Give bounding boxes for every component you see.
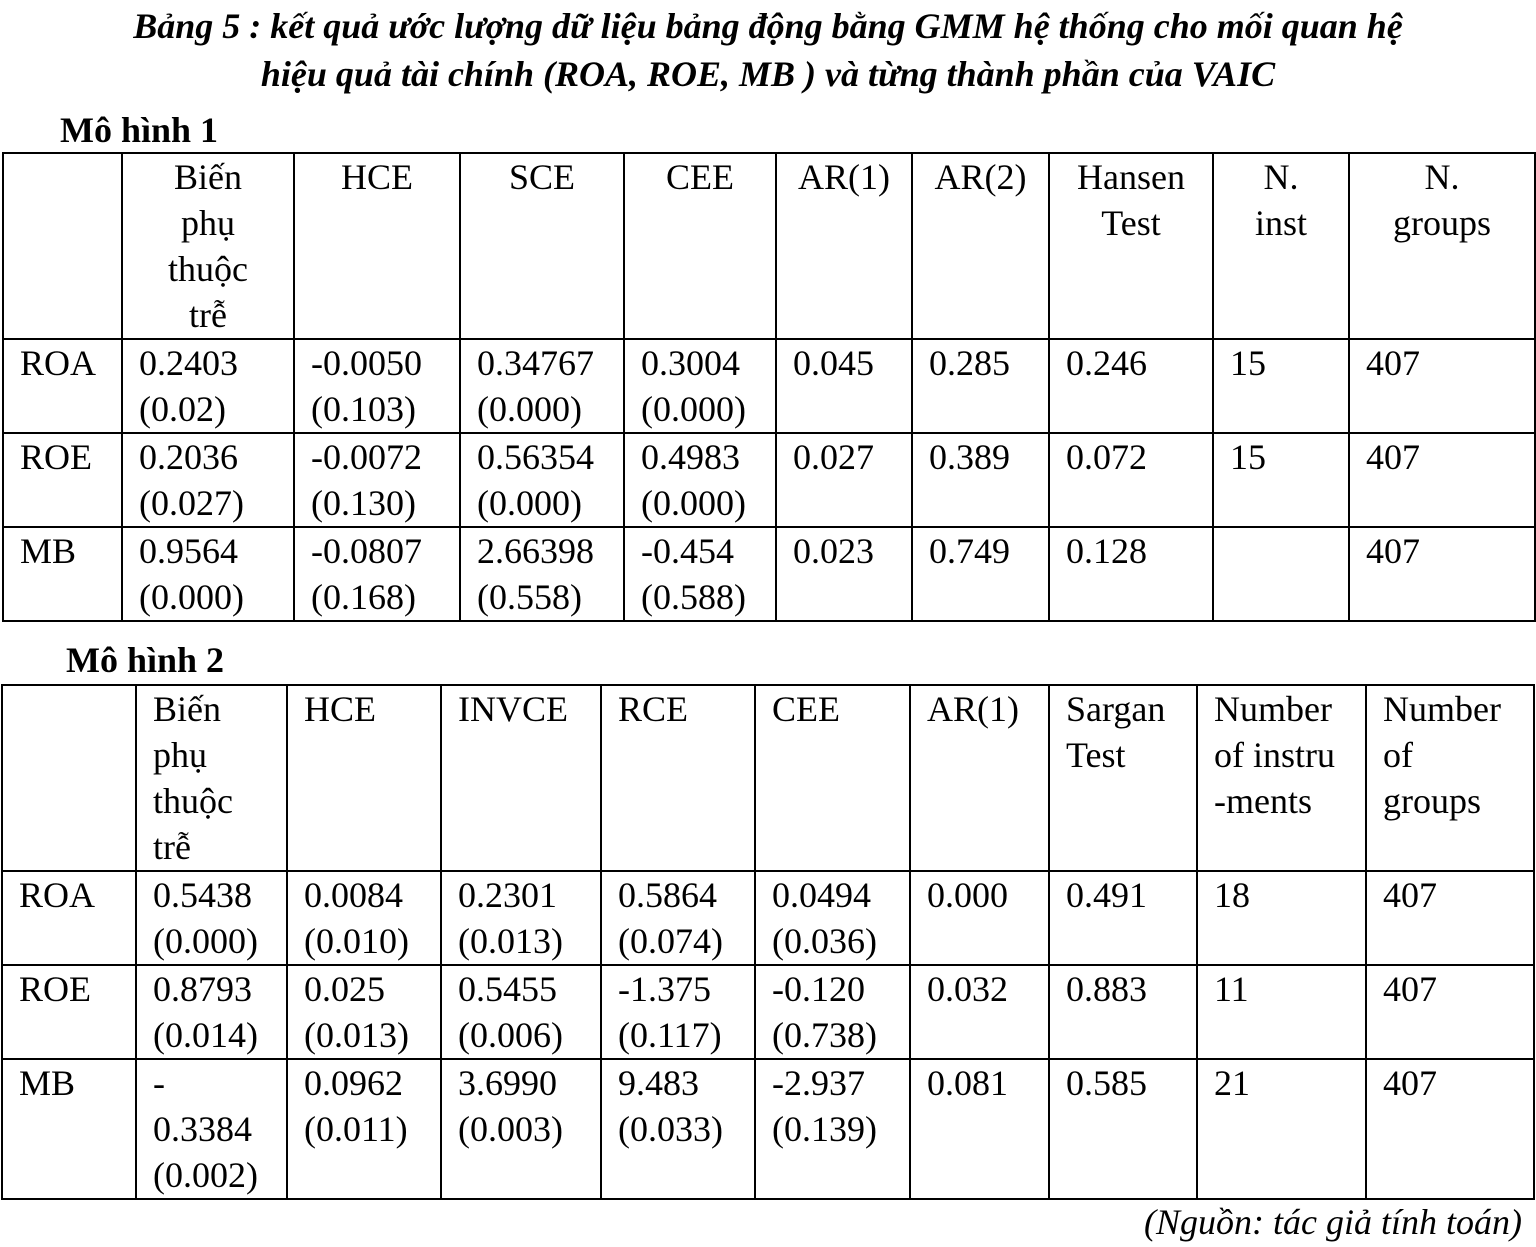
- row-label: ROE: [3, 433, 122, 527]
- table-cell: 21: [1197, 1059, 1366, 1199]
- table-cell: 407: [1349, 527, 1535, 621]
- table-cell: 0.072: [1049, 433, 1213, 527]
- table-cell: -0.0050 (0.103): [294, 339, 460, 433]
- header-cell: Hansen Test: [1049, 153, 1213, 339]
- table-cell: 9.483 (0.033): [601, 1059, 755, 1199]
- table-cell: 0.023: [776, 527, 912, 621]
- table-cell: -2.937 (0.139): [755, 1059, 910, 1199]
- header-cell: Sargan Test: [1049, 685, 1197, 871]
- table-row: [2, 871, 1534, 965]
- table-cell: 15: [1213, 433, 1349, 527]
- row-label: ROA: [3, 339, 122, 433]
- table-cell: 0.000: [910, 871, 1049, 965]
- header-cell: SCE: [460, 153, 624, 339]
- row-label: MB: [3, 527, 122, 621]
- table-cell: 0.4983 (0.000): [624, 433, 776, 527]
- header-cell: N. inst: [1213, 153, 1349, 339]
- header-cell: N. groups: [1349, 153, 1535, 339]
- table-cell: 0.491: [1049, 871, 1197, 965]
- table-cell: 0.246: [1049, 339, 1213, 433]
- table-cell: 407: [1366, 871, 1534, 965]
- source-note: (Nguồn: tác giả tính toán): [1144, 1202, 1522, 1242]
- table-row: [3, 433, 1535, 527]
- table-cell: 0.128: [1049, 527, 1213, 621]
- header-cell: AR(1): [776, 153, 912, 339]
- table-cell: - 0.3384 (0.002): [136, 1059, 287, 1199]
- table-cell: 0.883: [1049, 965, 1197, 1059]
- header-cell: CEE: [624, 153, 776, 339]
- header-cell: Number of instru -ments: [1197, 685, 1366, 871]
- table-cell: 0.027: [776, 433, 912, 527]
- table-cell: 0.285: [912, 339, 1049, 433]
- row-label: ROE: [2, 965, 136, 1059]
- table-cell: 15: [1213, 339, 1349, 433]
- table-cell: 0.0962 (0.011): [287, 1059, 441, 1199]
- table-row: [2, 1059, 1534, 1199]
- header-cell: Number of groups: [1366, 685, 1534, 871]
- model-1-table: [2, 152, 1536, 622]
- header-cell: Biến phụ thuộc trễ: [136, 685, 287, 871]
- table-cell: 0.081: [910, 1059, 1049, 1199]
- table-cell: 0.5864 (0.074): [601, 871, 755, 965]
- table-cell: 2.66398 (0.558): [460, 527, 624, 621]
- table-cell: 0.3004 (0.000): [624, 339, 776, 433]
- header-cell: HCE: [294, 153, 460, 339]
- table-title: [0, 2, 1536, 98]
- header-cell: RCE: [601, 685, 755, 871]
- model-1-label: Mô hình 1: [60, 110, 219, 150]
- table-cell: 0.2403 (0.02): [122, 339, 294, 433]
- header-cell: INVCE: [441, 685, 601, 871]
- header-cell: AR(2): [912, 153, 1049, 339]
- table-cell: -0.0807 (0.168): [294, 527, 460, 621]
- table-row: [3, 527, 1535, 621]
- table-cell: 0.585: [1049, 1059, 1197, 1199]
- model-2-label: Mô hình 2: [66, 640, 225, 680]
- header-cell: Biến phụ thuộc trễ: [122, 153, 294, 339]
- table-cell: 0.5438 (0.000): [136, 871, 287, 965]
- table-cell: 407: [1366, 1059, 1534, 1199]
- table-cell: 0.025 (0.013): [287, 965, 441, 1059]
- table-cell: 0.045: [776, 339, 912, 433]
- table-row: [3, 339, 1535, 433]
- title-line-1: Bảng 5 : kết quả ước lượng dữ liệu bảng động bằng GMM hệ thống cho mối quan hệ: [133, 6, 1403, 46]
- table-cell: 0.0494 (0.036): [755, 871, 910, 965]
- table-cell: 0.34767 (0.000): [460, 339, 624, 433]
- table-cell: [1213, 527, 1349, 621]
- table-cell: -0.120 (0.738): [755, 965, 910, 1059]
- table-cell: 0.389: [912, 433, 1049, 527]
- header-cell: [2, 685, 136, 871]
- header-cell: CEE: [755, 685, 910, 871]
- header-cell: [3, 153, 122, 339]
- table-cell: 0.9564 (0.000): [122, 527, 294, 621]
- table-cell: 0.5455 (0.006): [441, 965, 601, 1059]
- table-cell: 407: [1366, 965, 1534, 1059]
- table-cell: 11: [1197, 965, 1366, 1059]
- table-cell: 0.2036 (0.027): [122, 433, 294, 527]
- table-cell: -0.454 (0.588): [624, 527, 776, 621]
- table-cell: 0.2301 (0.013): [441, 871, 601, 965]
- table-header-row: [3, 153, 1535, 339]
- table-cell: 0.56354 (0.000): [460, 433, 624, 527]
- table-cell: 0.0084 (0.010): [287, 871, 441, 965]
- table-cell: 407: [1349, 339, 1535, 433]
- table-cell: 407: [1349, 433, 1535, 527]
- table-cell: 0.8793 (0.014): [136, 965, 287, 1059]
- table-cell: 0.749: [912, 527, 1049, 621]
- table-cell: 3.6990 (0.003): [441, 1059, 601, 1199]
- title-line-2: hiệu quả tài chính (ROA, ROE, MB ) và từng thành phần của VAIC: [260, 54, 1276, 94]
- header-cell: AR(1): [910, 685, 1049, 871]
- table-row: [2, 965, 1534, 1059]
- table-cell: -0.0072 (0.130): [294, 433, 460, 527]
- table-cell: 0.032: [910, 965, 1049, 1059]
- row-label: ROA: [2, 871, 136, 965]
- model-2-table: [1, 684, 1535, 1200]
- table-cell: 18: [1197, 871, 1366, 965]
- table-cell: -1.375 (0.117): [601, 965, 755, 1059]
- table-header-row: [2, 685, 1534, 871]
- header-cell: HCE: [287, 685, 441, 871]
- row-label: MB: [2, 1059, 136, 1199]
